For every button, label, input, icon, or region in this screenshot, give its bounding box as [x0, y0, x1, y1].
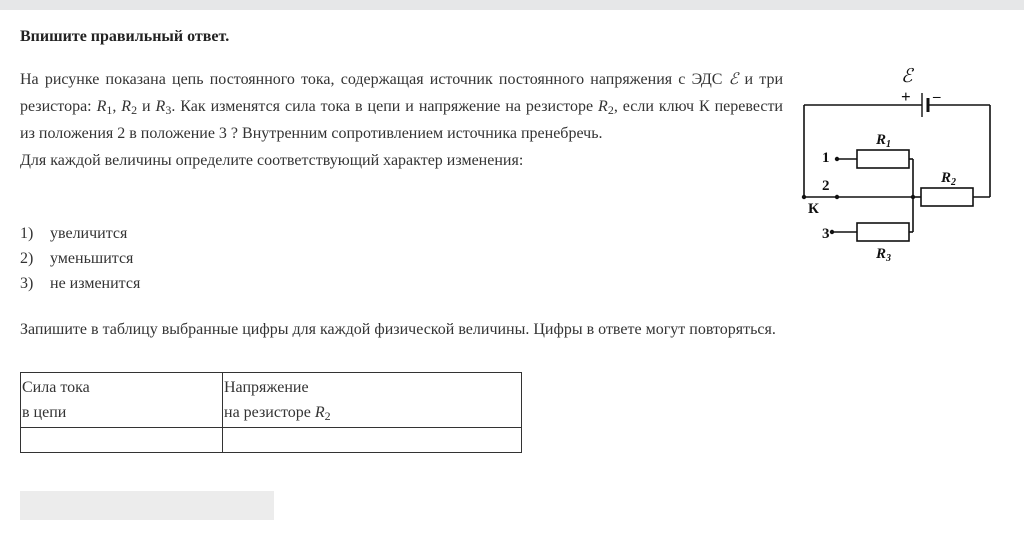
minus-label: –: [933, 89, 941, 105]
options-list: [20, 221, 140, 296]
emf-symbol: ℰ: [728, 71, 739, 88]
switch-pivot: [802, 195, 806, 199]
contact-2: [835, 195, 839, 199]
task-heading: Впишите правильный ответ.: [20, 28, 230, 45]
circuit-diagram: [795, 60, 1000, 270]
answer-input-placeholder[interactable]: [20, 491, 274, 520]
header-current: Сила тока в цепи: [21, 373, 223, 428]
header-voltage: Напряжение на резисторе $R_2$: [223, 373, 522, 428]
instruction-text: Запишите в таблицу выбранные цифры для каждой физической величины. Цифры в ответе могут повторяться.: [20, 321, 776, 338]
answer-cell-voltage[interactable]: [223, 428, 522, 453]
resistor-r2: [921, 188, 973, 206]
r1-label: $R_1$: [876, 132, 892, 150]
position-2-label: 2: [822, 178, 830, 194]
answer-cell-current[interactable]: [21, 428, 223, 453]
plus-label: +: [901, 87, 911, 106]
option-2: 2) уменьшится: [20, 250, 134, 267]
problem-line2: Для каждой величины определите соответствующий характер изменения:: [20, 152, 524, 169]
option-1: 1) увеличится: [20, 225, 128, 242]
r2-label: $R_2$: [941, 170, 957, 188]
resistor-r1: [857, 150, 909, 168]
switch-label: К: [808, 201, 819, 217]
problem-text: На рисунке показана цепь постоянного тока, содержащая источник постоянного напряжения с ЭДС ℰ и три резистора: $R_1$, $R_2$ и $R_3$. Как изменятся сила тока в цепи и напряжение на резисторе $R_2$, если ключ К перевести из положения 2 в положение 3 ? Внутренним сопротивлением источника пренебречь. Для каждой величины определите соответствующий характер изменения:: [20, 66, 783, 174]
position-1-label: 1: [822, 150, 830, 166]
r3-label: $R_3$: [876, 246, 892, 264]
option-3: 3) не изменится: [20, 275, 141, 292]
top-bar: [0, 0, 1024, 10]
junction-dot: [911, 195, 915, 199]
emf-label: ℰ: [901, 66, 913, 87]
answer-table: [20, 372, 522, 453]
position-3-label: 3: [822, 226, 830, 242]
contact-3: [830, 230, 834, 234]
contact-1: [835, 157, 839, 161]
resistor-r3: [857, 223, 909, 241]
